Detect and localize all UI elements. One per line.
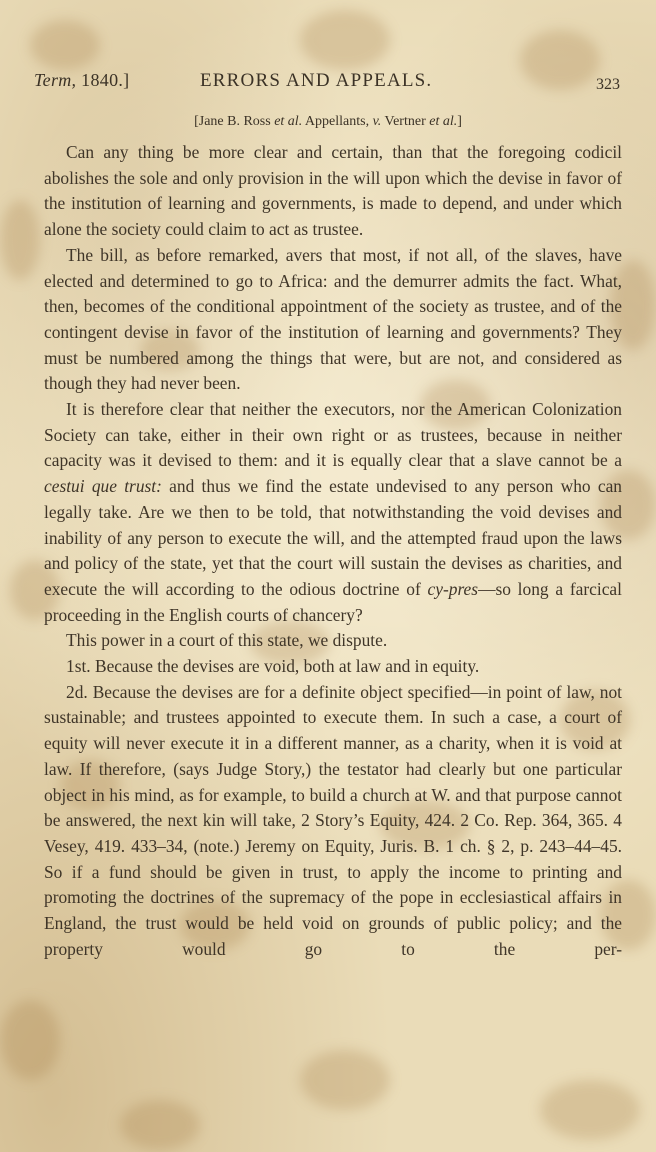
running-header: [34, 70, 626, 98]
paragraph-3-part-c: —so long a farcical proceeding in the English courts of chancery?: [44, 578, 622, 625]
caption-part4: ]: [457, 114, 462, 129]
body-text: [44, 140, 622, 963]
caption-part2: Appellants,: [302, 114, 373, 129]
paragraph-1: Can any thing be more clear and certain, than that the foregoing codicil abolishes the sole and only provision in the will upon which the devise in favor of the institution of learning and governments, is made to depend, and under which alone the society could claim to act as trustee.: [44, 142, 622, 240]
caption-etal1: et al.: [274, 114, 303, 129]
paragraph-3-part-b: and thus we find the estate undevised to any person who can legally take. Are we then to be told, that notwithstanding the void devises and inability of any person to execute the will, and the attempted fraud upon the laws and policy of the state, yet that the court will sustain the devises as charities, and execute the will according to the odious doctrine of: [44, 476, 622, 599]
case-caption: [0, 114, 656, 130]
page-number: 323: [596, 76, 620, 93]
paragraph-3-cestui-que-trust: cestui que trust:: [44, 476, 162, 497]
paragraph-5: 1st. Because the devises are void, both at law and in equity.: [66, 656, 480, 677]
caption-part3: Vertner: [381, 114, 430, 129]
header-term: [34, 70, 129, 91]
caption-v: v.: [372, 114, 382, 129]
paragraph-4: This power in a court of this state, we dispute.: [66, 630, 388, 651]
caption-etal2: et al.: [429, 114, 458, 129]
paragraph-3-cy-pres: cy-pres: [427, 578, 479, 599]
caption-part1: [Jane B. Ross: [194, 114, 275, 129]
header-title: ERRORS AND APPEALS.: [200, 70, 433, 91]
paragraph-3-part-a: It is therefore clear that neither the executors, nor the American Colonization Society can take, either in their own right or as trustees, because in neither capacity was it devised to them: and it is equally clear that a slave cannot be a: [44, 399, 622, 471]
paragraph-3: [44, 397, 622, 628]
header-term-word: Term,: [34, 70, 77, 90]
header-term-year: 1840.]: [81, 70, 130, 90]
paragraph-2: The bill, as before remarked, avers that most, if not all, of the slaves, have elected and determined to go to Africa: and the demurrer admits the fact. What, then, becomes of the conditional appointment of the society as trustee, and of the contingent devise in favor of the institution of learning and governments? They must be numbered among the things that were, but are not, and considered as though they had never been.: [44, 244, 622, 394]
paragraph-6: 2d. Because the devises are for a definite object specified—in point of law, not sustainable; and trustees appointed to execute them. In such a case, a court of equity will never execute it in a different manner, as a charity, when it is void at law. If therefore, (says Judge Story,) the testator had clearly but one particular object in his mind, as for example, to build a church at W. and that purpose cannot be answered, the next kin will take, 2 Story’s Equity, 424. 2 Co. Rep. 364, 365. 4 Vesey, 419. 433–34, (note.) Jeremy on Equity, Juris. B. 1 ch. § 2, p. 243–44–45. So if a fund should be given in trust, to apply the income to printing and promoting the doctrines of the supremacy of the pope in ecclesiastical affairs in England, the trust would be held void on grounds of public policy; and the property would go to the per-: [44, 681, 622, 959]
